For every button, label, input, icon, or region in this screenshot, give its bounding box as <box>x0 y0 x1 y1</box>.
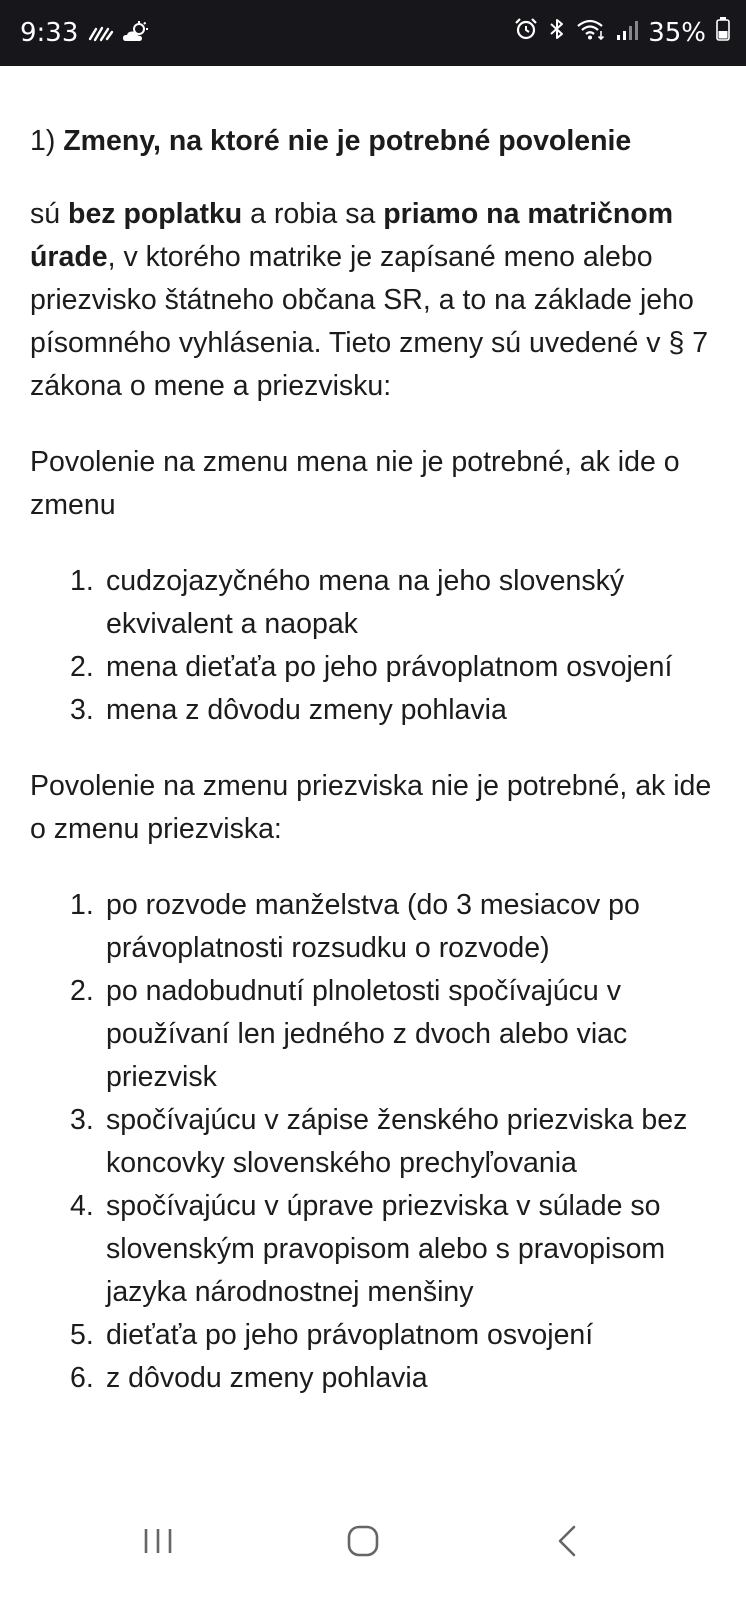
list-item-text: spočívajúcu v zápise ženského priezviska bez koncovky slovenského prechyľovania <box>106 1104 688 1179</box>
battery-percent: 35% <box>648 18 706 48</box>
list-item-number: 2. <box>70 975 94 1007</box>
battery-icon <box>716 17 730 49</box>
cell-signal-icon <box>616 17 638 49</box>
alarm-icon <box>514 17 538 49</box>
home-button[interactable] <box>333 1516 393 1566</box>
section-heading <box>30 120 730 163</box>
list-item <box>30 646 730 689</box>
list-item <box>30 1185 730 1314</box>
intro-text-2: a robia sa <box>242 198 384 230</box>
recent-apps-button[interactable] <box>128 1516 188 1566</box>
intro-bold-1: bez poplatku <box>68 198 243 230</box>
intro-bold-2: priamo na matričnom úrade <box>30 198 674 273</box>
list-item-text: po nadobudnutí plnoletosti spočívajúcu v používaní len jedného z dvoch alebo viac priezvisk <box>106 975 628 1093</box>
list-item <box>30 1314 730 1357</box>
list-item-text: z dôvodu zmeny pohlavia <box>106 1362 428 1394</box>
back-icon <box>555 1524 579 1558</box>
heading-number: 1) <box>30 125 56 157</box>
navigation-bar <box>0 1490 746 1600</box>
status-bar <box>0 0 746 66</box>
list-item-text: cudzojazyčného mena na jeho slovenský ekvivalent a naopak <box>106 565 625 640</box>
status-time: 9:33 <box>20 18 79 48</box>
home-icon <box>346 1524 380 1558</box>
weather-icon <box>122 20 150 50</box>
list-item-number: 1. <box>70 889 94 921</box>
name-change-list <box>30 560 730 732</box>
status-right-icons <box>514 17 730 49</box>
list-item <box>30 1357 730 1400</box>
list-item-number: 1. <box>70 565 94 597</box>
list-item <box>30 970 730 1099</box>
list-item <box>30 560 730 646</box>
list-item-number: 2. <box>70 651 94 683</box>
list-item-text: dieťaťa po jeho právoplatnom osvojení <box>106 1319 594 1351</box>
bluetooth-icon <box>548 17 566 49</box>
status-left-icons <box>88 20 150 50</box>
list-item <box>30 689 730 732</box>
intro-paragraph <box>30 193 730 408</box>
list-item-text: po rozvode manželstva (do 3 mesiacov po právoplatnosti rozsudku o rozvode) <box>106 889 640 964</box>
list-item <box>30 1099 730 1185</box>
list-item-number: 3. <box>70 694 94 726</box>
list-item-number: 3. <box>70 1104 94 1136</box>
article-content <box>30 120 730 1433</box>
surname-change-list <box>30 884 730 1400</box>
intro-text-1: sú <box>30 198 69 230</box>
heading-title: Zmeny, na ktoré nie je potrebné povolenie <box>63 125 632 157</box>
list-item-number: 5. <box>70 1319 94 1351</box>
wifi-icon <box>576 17 606 49</box>
list-item-number: 6. <box>70 1362 94 1394</box>
back-button[interactable] <box>537 1516 597 1566</box>
recent-apps-icon <box>141 1526 175 1556</box>
scroll-fade <box>0 1462 746 1490</box>
list-item-text: mena z dôvodu zmeny pohlavia <box>106 694 507 726</box>
list-item-text: mena dieťaťa po jeho právoplatnom osvojení <box>106 651 673 683</box>
list-item-number: 4. <box>70 1190 94 1222</box>
list-item-text: spočívajúcu v úprave priezviska v súlade so slovenským pravopisom alebo s pravopisom jazyka národnostnej menšiny <box>106 1190 666 1308</box>
name-change-intro: Povolenie na zmenu mena nie je potrebné, ak ide o zmenu <box>30 446 680 521</box>
list-item <box>30 884 730 970</box>
intro-text-3: , v ktorého matrike je zapísané meno alebo priezvisko štátneho občana SR, a to na základe jeho písomného vyhlásenia. Tieto zmeny sú uvedené v § 7 zákona o mene a priezvisku: <box>30 241 709 402</box>
signal-scribble-icon <box>88 20 114 50</box>
surname-change-intro: Povolenie na zmenu priezviska nie je potrebné, ak ide o zmenu priezviska: <box>30 770 712 845</box>
